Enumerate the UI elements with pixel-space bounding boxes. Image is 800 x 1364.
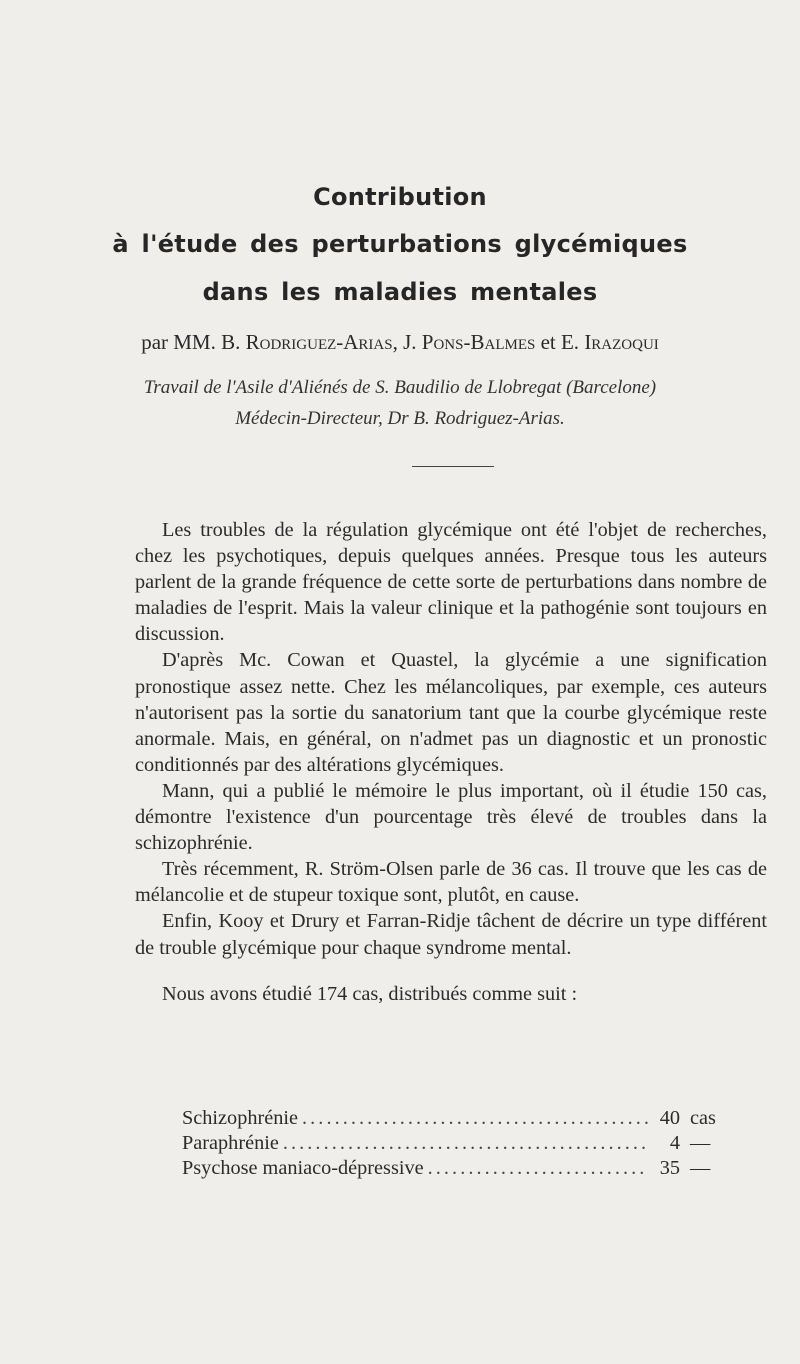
list-item-count: 4 [669,1132,680,1154]
authors-separator: , J. [392,330,422,354]
paragraph: Les troubles de la régulation glycémique ont été l'objet de recherches, chez les psychotiques, depuis quelques années. Presque tous les auteurs parlent de la grande fréquence de cette sorte de perturbations dans nombre de maladies de l'esprit. Mais la valeur clinique et la pathogénie sont toujours en discussion. [135,519,767,646]
author-name: Rodriguez-Arias [245,330,393,354]
paragraph-list-intro: Nous avons étudié 174 cas, distribués comme suit : [162,982,578,1005]
title-line-2: à l'étude des perturbations glycémiques [112,230,688,258]
article-body [135,517,767,1007]
case-list [182,1106,742,1181]
leader-dots [283,1131,648,1156]
author-name: Pons-Balmes [421,330,536,354]
list-item-unit: — [690,1157,711,1179]
list-item-count: 35 [659,1157,680,1179]
authors-prefix: par MM. B. [141,330,246,354]
separator-rule [412,466,494,467]
paragraph: Mann, qui a publié le mémoire le plus important, où il étudie 150 cas, démontre l'existence d'un pourcentage très élevé de troubles dans la schizophrénie. [135,779,767,855]
list-item [182,1156,742,1181]
list-item-unit: — [690,1132,711,1154]
title-line-3: dans les maladies mentales [202,278,598,306]
authors-line [0,330,800,355]
authors-separator: et E. [535,330,585,354]
list-item [182,1131,742,1156]
affiliation-line-1: Travail de l'Asile d'Aliénés de S. Baudilio de Llobregat (Barcelone) [143,377,657,398]
leader-dots [428,1156,648,1181]
title-line-1: Contribution [313,183,487,211]
list-item-unit: cas [690,1107,716,1129]
paragraph: Très récemment, R. Ström-Olsen parle de 36 cas. Il trouve que les cas de mélancolie et de stupeur toxique sont, plutôt, en cause. [135,858,767,907]
list-item-label: Psychose maniaco-dépressive [182,1157,424,1179]
list-item [182,1106,742,1131]
author-name: Irazoqui [584,330,659,354]
paragraph: D'après Mc. Cowan et Quastel, la glycémie a une signification pronostique assez nette. Chez les mélancoliques, par exemple, ces auteurs n'autorisent pas la sortie du sanatorium tant que la courbe glycémique reste anormale. Mais, en général, on n'admet pas un diagnostic et un pronostic conditionnés par des altérations glycémiques. [135,649,767,776]
list-item-label: Schizophrénie [182,1107,299,1129]
affiliation-line-2: Médecin-Directeur, Dr B. Rodriguez-Arias. [235,408,565,429]
leader-dots [302,1106,648,1131]
list-item-label: Paraphrénie [182,1132,279,1154]
paragraph: Enfin, Kooy et Drury et Farran-Ridje tâchent de décrire un type différent de trouble glycémique pour chaque syndrome mental. [135,910,767,959]
list-item-count: 40 [659,1107,680,1129]
